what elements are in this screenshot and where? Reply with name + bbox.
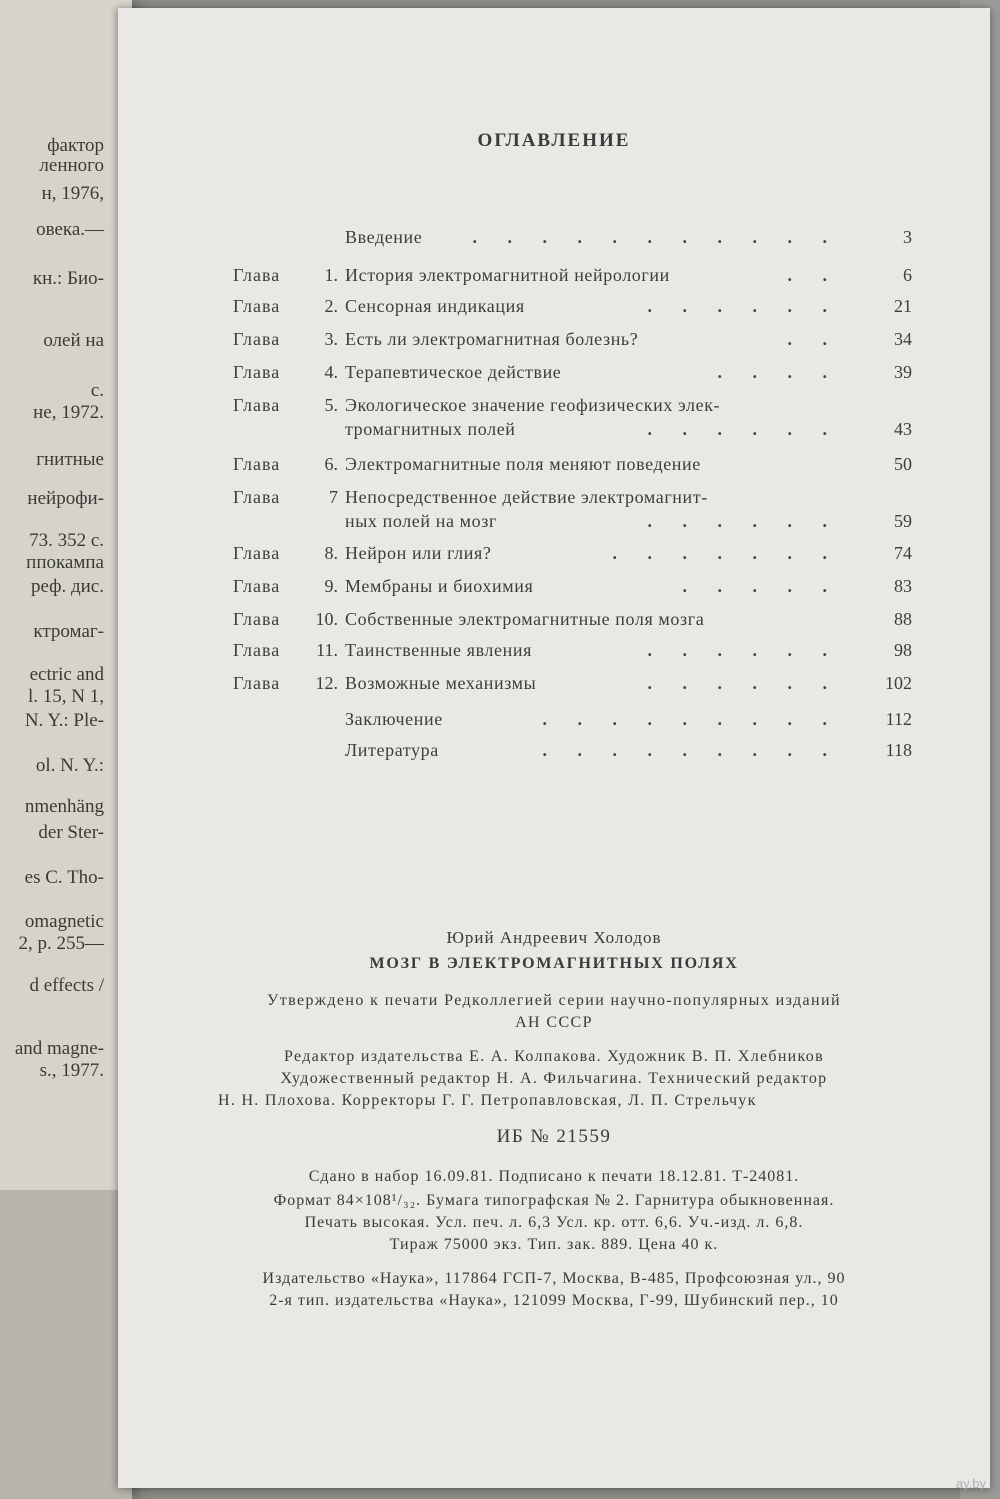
print-info-line: Печать высокая. Усл. печ. л. 6,3 Усл. кр. отт. 6,6. Уч.-изд. л. 6,8. — [304, 1214, 804, 1231]
toc-entry-title: Терапевтическое действие — [345, 362, 562, 382]
toc-chapter-number: 9. — [324, 576, 338, 596]
toc-page-number: 39 — [894, 362, 912, 382]
ib-number: ИБ № 21559 — [496, 1126, 612, 1147]
toc-page-number: 88 — [894, 609, 912, 629]
toc-entry-title: Заключение — [345, 709, 443, 729]
right-page — [118, 8, 990, 1488]
watermark-logo: ay.by — [955, 1476, 986, 1491]
left-page-text-fragment: 2, p. 255— — [18, 933, 104, 954]
toc-chapter-label: Глава — [233, 362, 281, 382]
left-page-text-fragment: не, 1972. — [33, 402, 104, 423]
left-page-text-fragment: нейрофи- — [27, 488, 104, 509]
toc-entry-title: Сенсорная индикация — [345, 296, 525, 316]
toc-entry-title: Введение — [345, 227, 423, 247]
toc-chapter-number: 8. — [324, 543, 338, 563]
toc-chapter-label: Глава — [233, 673, 281, 693]
toc-chapter-number: 5. — [324, 395, 338, 415]
toc-chapter-label: Глава — [233, 395, 281, 415]
book-author: Юрий Андреевич Холодов — [446, 928, 662, 947]
left-page-text-fragment: 73. 352 с. — [29, 530, 104, 551]
left-page — [0, 0, 132, 1499]
left-page-text-fragment: овека.— — [36, 219, 104, 240]
left-page-text-fragment: ппокампа — [26, 552, 104, 573]
left-page-text-fragment: der Ster- — [38, 822, 104, 843]
toc-chapter-number: 1. — [324, 265, 338, 285]
toc-leader-dots: . . . . — [717, 362, 840, 382]
left-page-text-fragment: кн.: Био- — [32, 268, 104, 289]
toc-page-number: 34 — [894, 329, 912, 349]
left-page-text-fragment: гнитные — [36, 449, 104, 470]
left-page-text-fragment: ol. N. Y.: — [35, 755, 104, 776]
toc-chapter-label: Глава — [233, 265, 281, 285]
print-info-line: Тираж 75000 экз. Тип. зак. 889. Цена 40 к. — [389, 1236, 719, 1253]
left-page-text-fragment: ктромаг- — [33, 621, 104, 642]
print-info-line: Формат 84×108¹/₃₂. Бумага типографская № 2. Гарнитура обыкновенная. — [273, 1192, 835, 1209]
toc-page-number: 74 — [894, 543, 912, 563]
toc-leader-dots: . . . . . . — [647, 640, 840, 660]
toc-entry-title-continued: ных полей на мозг — [345, 511, 497, 531]
toc-page-number: 102 — [885, 673, 912, 693]
toc-entry-title: Таинственные явления — [345, 640, 532, 660]
left-page-text-fragment: реф. дис. — [31, 576, 104, 597]
left-page-text-fragment: ectric and — [29, 664, 104, 685]
toc-chapter-label: Глава — [233, 640, 281, 660]
toc-entry-title: Мембраны и биохимия — [345, 576, 534, 596]
left-page-text-fragment: N. Y.: Ple- — [24, 710, 104, 731]
left-page-text-fragment: l. 15, N 1, — [28, 686, 104, 707]
toc-page-number: 112 — [885, 709, 912, 729]
toc-leader-dots: . . — [787, 329, 840, 349]
toc-entry-title: Экологическое значение геофизических элек- — [345, 395, 721, 415]
toc-chapter-number: 4. — [324, 362, 338, 382]
toc-entry-title: Есть ли электромагнитная болезнь? — [345, 329, 639, 349]
toc-leader-dots: . . . . . . — [647, 511, 840, 531]
toc-heading: ОГЛАВЛЕНИЕ — [477, 130, 631, 151]
toc-leader-dots: . . — [787, 265, 840, 285]
left-page-text-fragment: с. — [90, 380, 104, 401]
toc-entry-title: Возможные механизмы — [345, 673, 537, 693]
toc-chapter-number: 2. — [324, 296, 338, 316]
left-page-text-fragment: d effects / — [29, 975, 104, 996]
toc-page-number: 118 — [885, 740, 912, 760]
toc-chapter-label: Глава — [233, 454, 281, 474]
left-page-text-fragment: ленного — [39, 155, 104, 176]
left-page-text-fragment: and magne- — [14, 1038, 104, 1059]
toc-chapter-label: Глава — [233, 487, 281, 507]
toc-entry-title: Непосредственное действие электромагнит- — [345, 487, 708, 507]
staff-line: Н. Н. Плохова. Корректоры Г. Г. Петропавловская, Л. П. Стрельчук — [218, 1092, 757, 1109]
toc-leader-dots: . . . . . . . . . — [542, 709, 840, 729]
left-page-text-fragment: omagnetic — [24, 911, 104, 932]
publisher-line: Издательство «Наука», 117864 ГСП-7, Москва, В-485, Профсоюзная ул., 90 — [262, 1270, 846, 1287]
left-page-shadow — [0, 1190, 132, 1499]
approval-line: Утверждено к печати Редколлегией серии научно-популярных изданий — [267, 992, 841, 1009]
left-page-text-fragment: nmenhäng — [24, 796, 104, 817]
toc-page-number: 98 — [894, 640, 912, 660]
toc-chapter-number: 12. — [315, 673, 338, 693]
approval-line: АН СССР — [515, 1014, 593, 1031]
toc-chapter-number: 6. — [324, 454, 338, 474]
toc-entry-title: История электромагнитной нейрологии — [345, 265, 670, 285]
toc-entry-title: Собственные электромагнитные поля мозга — [345, 609, 705, 629]
book-title: МОЗГ В ЭЛЕКТРОМАГНИТНЫХ ПОЛЯХ — [369, 955, 739, 972]
toc-chapter-label: Глава — [233, 609, 281, 629]
toc-chapter-number: 11. — [316, 640, 338, 660]
toc-chapter-label: Глава — [233, 296, 281, 316]
toc-entry-title: Электромагнитные поля меняют поведение — [345, 454, 701, 474]
toc-page-number: 59 — [894, 511, 912, 531]
staff-line: Редактор издательства Е. А. Колпакова. Художник В. П. Хлебников — [284, 1048, 824, 1065]
left-page-text-fragment: s., 1977. — [39, 1060, 104, 1081]
toc-entry-title-continued: тромагнитных полей — [345, 419, 516, 439]
left-page-text-fragment: олей на — [43, 330, 104, 351]
toc-page-number: 83 — [894, 576, 912, 596]
toc-entry-title: Нейрон или глия? — [345, 543, 492, 563]
left-page-text-fragment: es C. Tho- — [24, 867, 104, 888]
left-page-text-fragment: фактор — [47, 135, 104, 156]
toc-leader-dots: . . . . . . — [647, 419, 840, 439]
toc-page-number: 43 — [894, 419, 912, 439]
toc-chapter-number: 7 — [329, 487, 338, 507]
publisher-line: 2-я тип. издательства «Наука», 121099 Москва, Г-99, Шубинский пер., 10 — [269, 1292, 839, 1309]
toc-chapter-label: Глава — [233, 543, 281, 563]
toc-leader-dots: . . . . . . — [647, 296, 840, 316]
toc-chapter-label: Глава — [233, 576, 281, 596]
toc-chapter-label: Глава — [233, 329, 281, 349]
toc-leader-dots: . . . . . . . . . — [542, 740, 840, 760]
toc-page-number: 6 — [903, 265, 912, 285]
toc-page-number: 3 — [903, 227, 912, 247]
staff-line: Художественный редактор Н. А. Фильчагина. Технический редактор — [280, 1070, 828, 1087]
left-page-text-fragment: н, 1976, — [41, 183, 104, 204]
toc-leader-dots: . . . . . . . . . . . — [472, 227, 840, 247]
toc-page-number: 50 — [894, 454, 912, 474]
toc-leader-dots: . . . . . . — [647, 673, 840, 693]
toc-page-number: 21 — [894, 296, 912, 316]
toc-leader-dots: . . . . . . . — [612, 543, 840, 563]
toc-chapter-number: 3. — [324, 329, 338, 349]
toc-chapter-number: 10. — [315, 609, 338, 629]
toc-entry-title: Литература — [345, 740, 439, 760]
toc-leader-dots: . . . . . — [682, 576, 840, 596]
print-info-line: Сдано в набор 16.09.81. Подписано к печати 18.12.81. Т-24081. — [308, 1168, 800, 1185]
